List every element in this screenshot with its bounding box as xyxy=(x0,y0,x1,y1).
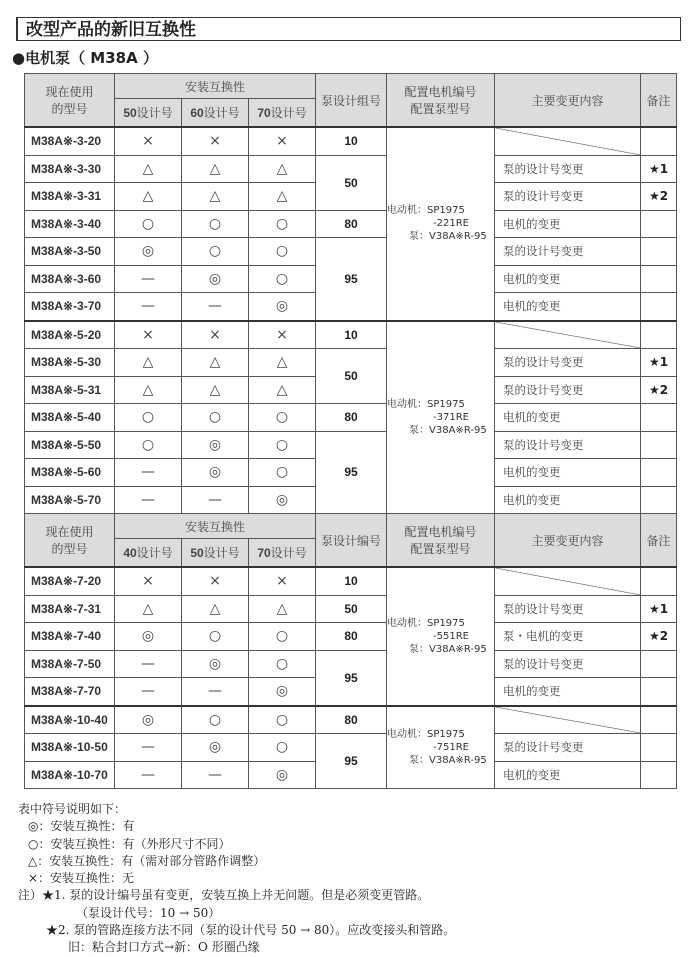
main-change-cell xyxy=(495,567,641,595)
model-cell: M38A※-10-50 xyxy=(25,734,115,762)
pump-design-cell: 50 xyxy=(316,595,387,623)
compat-mark-cell: ○ xyxy=(115,404,182,432)
model-cell: M38A※-3-20 xyxy=(25,127,115,155)
main-change-cell: 电机的变更 xyxy=(495,293,641,321)
motor-line: 电动机：SP1975 xyxy=(387,728,465,740)
header-design-col xyxy=(182,539,249,567)
motor-line: 电动机：SP1975 xyxy=(387,617,465,629)
header-main-change: 主要变更内容 xyxy=(495,514,641,568)
pump-design-cell: 80 xyxy=(316,623,387,651)
main-change-cell: 泵的设计号变更 xyxy=(495,376,641,404)
compat-mark-cell: × xyxy=(249,321,316,349)
compat-mark-cell: ○ xyxy=(182,623,249,651)
model-cell: M38A※-5-30 xyxy=(25,349,115,377)
note-cell: ★2 xyxy=(641,376,677,404)
compat-mark-cell: ○ xyxy=(115,210,182,238)
header-row xyxy=(25,514,677,539)
note-cell xyxy=(641,293,677,321)
compat-mark-cell: — xyxy=(115,265,182,293)
compat-mark-cell: × xyxy=(249,567,316,595)
main-change-cell: 电机的变更 xyxy=(495,210,641,238)
compat-mark-cell: — xyxy=(115,734,182,762)
table-row xyxy=(25,210,677,238)
legend-item: ◎：安装互换性：有 xyxy=(28,819,135,834)
compat-mark-cell: — xyxy=(182,486,249,514)
model-cell: M38A※-3-70 xyxy=(25,293,115,321)
model-cell: M38A※-7-20 xyxy=(25,567,115,595)
compat-mark-cell: △ xyxy=(249,349,316,377)
main-change-cell: 泵的设计号变更 xyxy=(495,238,641,266)
motor-line: -751RE xyxy=(433,741,469,753)
header-design-col xyxy=(115,99,182,127)
table-row xyxy=(25,349,677,377)
pump-design-cell: 10 xyxy=(316,567,387,595)
table-row xyxy=(25,127,677,155)
compat-mark-cell: ◎ xyxy=(182,459,249,487)
header-motor-pump: 配置电机编号 配置泵型号 xyxy=(387,74,495,128)
legend-item: ○：安装互换性：有（外形尺寸不同） xyxy=(28,836,231,851)
table-row xyxy=(25,321,677,349)
compat-mark-cell: ○ xyxy=(249,238,316,266)
note-cell: ★2 xyxy=(641,623,677,651)
note-cell xyxy=(641,431,677,459)
compat-mark-cell: ○ xyxy=(115,431,182,459)
header-row xyxy=(25,74,677,99)
legend-item: ×：安装互换性：无 xyxy=(28,871,135,886)
compat-mark-cell: × xyxy=(115,127,182,155)
motor-line: 泵：V38A※R-95 xyxy=(409,231,487,243)
compat-mark-cell: ◎ xyxy=(249,678,316,706)
note-cell xyxy=(641,265,677,293)
note-cell xyxy=(641,486,677,514)
page-title: 改型产品的新旧互换性 xyxy=(16,17,681,41)
header-design-col xyxy=(249,539,316,567)
motor-line: 电动机：SP1975 xyxy=(387,205,465,217)
header-install-compat: 安装互换性 xyxy=(115,514,316,539)
compat-mark-cell: ◎ xyxy=(182,650,249,678)
compat-mark-cell: × xyxy=(182,321,249,349)
compat-mark-cell: △ xyxy=(249,155,316,183)
compat-mark-cell: × xyxy=(115,567,182,595)
compat-mark-cell: — xyxy=(182,293,249,321)
compat-mark-cell: ◎ xyxy=(182,265,249,293)
compat-mark-cell: ◎ xyxy=(182,734,249,762)
note-cell xyxy=(641,678,677,706)
compat-mark-cell: △ xyxy=(182,155,249,183)
note-cell xyxy=(641,567,677,595)
main-change-cell: 电机的变更 xyxy=(495,486,641,514)
header-motor-pump: 配置电机编号 配置泵型号 xyxy=(387,514,495,568)
compat-mark-cell: ◎ xyxy=(182,431,249,459)
main-change-cell: 泵的设计号变更 xyxy=(495,595,641,623)
main-change-cell: 泵・电机的变更 xyxy=(495,623,641,651)
compat-mark-cell: × xyxy=(249,127,316,155)
table-row xyxy=(25,623,677,651)
motor-line: 泵：V38A※R-95 xyxy=(409,754,487,766)
header-note: 备注 xyxy=(641,74,677,128)
table-row xyxy=(25,706,677,734)
note-cell xyxy=(641,459,677,487)
compat-mark-cell: △ xyxy=(115,376,182,404)
compat-mark-cell: △ xyxy=(115,183,182,211)
model-cell: M38A※-10-40 xyxy=(25,706,115,734)
main-change-cell: 泵的设计号变更 xyxy=(495,349,641,377)
footnote-1-detail: （泵设计代号：10 → 50） xyxy=(76,905,221,920)
header-model: 现在使用 的型号 xyxy=(25,74,115,128)
compat-mark-cell: ○ xyxy=(249,404,316,432)
pump-design-cell: 80 xyxy=(316,706,387,734)
pump-design-cell: 50 xyxy=(316,155,387,210)
motor-line: -371RE xyxy=(433,411,469,423)
design-suffix: 设计号 xyxy=(270,546,307,561)
header-note: 备注 xyxy=(641,514,677,568)
compat-mark-cell: ○ xyxy=(249,734,316,762)
compatibility-table xyxy=(24,73,677,789)
table-row xyxy=(25,155,677,183)
pump-design-cell: 80 xyxy=(316,404,387,432)
motor-line: -221RE xyxy=(433,218,469,230)
compat-mark-cell: × xyxy=(182,127,249,155)
model-cell: M38A※-5-40 xyxy=(25,404,115,432)
design-suffix: 设计号 xyxy=(203,106,240,121)
model-cell: M38A※-3-50 xyxy=(25,238,115,266)
note-cell xyxy=(641,238,677,266)
motor-line: 电动机：SP1975 xyxy=(387,398,465,410)
model-cell: M38A※-5-50 xyxy=(25,431,115,459)
design-number: 70 xyxy=(257,106,271,121)
main-change-cell: 电机的变更 xyxy=(495,459,641,487)
compat-mark-cell: △ xyxy=(115,349,182,377)
note-cell xyxy=(641,404,677,432)
compat-mark-cell: ◎ xyxy=(249,761,316,789)
legend-notes xyxy=(18,801,455,957)
note-cell xyxy=(641,734,677,762)
table-row xyxy=(25,238,677,266)
compat-mark-cell: — xyxy=(115,486,182,514)
note-cell xyxy=(641,650,677,678)
compat-mark-cell: △ xyxy=(182,376,249,404)
design-number: 60 xyxy=(190,106,204,121)
model-cell: M38A※-5-20 xyxy=(25,321,115,349)
compat-mark-cell: × xyxy=(182,567,249,595)
main-change-cell: 泵的设计号变更 xyxy=(495,183,641,211)
table-row xyxy=(25,734,677,762)
main-change-cell: 泵的设计号变更 xyxy=(495,734,641,762)
compat-mark-cell: ○ xyxy=(182,210,249,238)
legend-item: △：安装互换性：有（需对部分管路作调整） xyxy=(28,853,266,868)
motor-line: 泵：V38A※R-95 xyxy=(409,424,487,436)
compat-mark-cell: — xyxy=(115,761,182,789)
note-cell: ★1 xyxy=(641,349,677,377)
design-suffix: 设计号 xyxy=(136,546,173,561)
header-model: 现在使用 的型号 xyxy=(25,514,115,568)
header-pump-design: 泵设计编号 xyxy=(316,514,387,568)
compat-mark-cell: ○ xyxy=(249,459,316,487)
main-change-cell xyxy=(495,321,641,349)
main-change-cell: 泵的设计号变更 xyxy=(495,155,641,183)
compat-mark-cell: ○ xyxy=(249,623,316,651)
compat-mark-cell: ○ xyxy=(182,404,249,432)
note-cell: ★1 xyxy=(641,155,677,183)
model-cell: M38A※-7-31 xyxy=(25,595,115,623)
model-cell: M38A※-5-31 xyxy=(25,376,115,404)
compat-mark-cell: ○ xyxy=(249,431,316,459)
model-cell: M38A※-3-31 xyxy=(25,183,115,211)
pump-design-cell: 10 xyxy=(316,127,387,155)
model-cell: M38A※-3-60 xyxy=(25,265,115,293)
compat-mark-cell: △ xyxy=(249,183,316,211)
compat-mark-cell: — xyxy=(115,459,182,487)
compat-mark-cell: — xyxy=(115,650,182,678)
footnote-2-detail: 旧：粘合封口方式→新：O 形圈凸缘 xyxy=(68,940,260,955)
compat-mark-cell: — xyxy=(182,678,249,706)
table-row xyxy=(25,404,677,432)
compat-mark-cell: ○ xyxy=(249,706,316,734)
compat-mark-cell: ○ xyxy=(249,265,316,293)
compat-mark-cell: ○ xyxy=(249,210,316,238)
main-change-cell: 泵的设计号变更 xyxy=(495,650,641,678)
pump-design-cell: 95 xyxy=(316,431,387,514)
motor-pump-cell xyxy=(387,567,495,706)
compat-mark-cell: △ xyxy=(249,595,316,623)
compat-mark-cell: △ xyxy=(115,595,182,623)
main-change-cell xyxy=(495,127,641,155)
pump-design-cell: 95 xyxy=(316,650,387,706)
design-suffix: 设计号 xyxy=(203,546,240,561)
header-main-change: 主要变更内容 xyxy=(495,74,641,128)
motor-pump-cell xyxy=(387,127,495,321)
main-change-cell: 电机的变更 xyxy=(495,678,641,706)
note-cell xyxy=(641,210,677,238)
compat-mark-cell: — xyxy=(182,761,249,789)
note-cell xyxy=(641,127,677,155)
motor-pump-cell xyxy=(387,321,495,514)
section-subtitle: ●电机泵（ M38A ） xyxy=(12,49,158,67)
footnote-1: 注）★1. 泵的设计编号虽有变更，安装互换上并无问题。但是必须变更管路。 xyxy=(18,888,430,903)
note-cell xyxy=(641,761,677,789)
design-suffix: 设计号 xyxy=(136,106,173,121)
compat-mark-cell: ◎ xyxy=(249,293,316,321)
compat-mark-cell: × xyxy=(115,321,182,349)
model-cell: M38A※-3-30 xyxy=(25,155,115,183)
motor-line: -551RE xyxy=(433,630,469,642)
design-number: 50 xyxy=(190,546,204,561)
header-design-col xyxy=(115,539,182,567)
design-number: 40 xyxy=(123,546,137,561)
design-number: 50 xyxy=(123,106,137,121)
table-row xyxy=(25,595,677,623)
note-cell: ★2 xyxy=(641,183,677,211)
model-cell: M38A※-7-40 xyxy=(25,623,115,651)
model-cell: M38A※-10-70 xyxy=(25,761,115,789)
table-row xyxy=(25,431,677,459)
main-change-cell xyxy=(495,706,641,734)
header-pump-design: 泵设计组号 xyxy=(316,74,387,128)
table-row xyxy=(25,650,677,678)
model-cell: M38A※-5-70 xyxy=(25,486,115,514)
main-change-cell: 电机的变更 xyxy=(495,404,641,432)
compat-mark-cell: △ xyxy=(249,376,316,404)
pump-design-cell: 95 xyxy=(316,734,387,789)
table-row xyxy=(25,567,677,595)
model-cell: M38A※-3-40 xyxy=(25,210,115,238)
compat-mark-cell: △ xyxy=(182,595,249,623)
compat-mark-cell: ◎ xyxy=(249,486,316,514)
compat-mark-cell: — xyxy=(115,293,182,321)
pump-design-cell: 10 xyxy=(316,321,387,349)
note-cell xyxy=(641,706,677,734)
pump-design-cell: 80 xyxy=(316,210,387,238)
model-cell: M38A※-7-70 xyxy=(25,678,115,706)
header-install-compat: 安装互换性 xyxy=(115,74,316,99)
compat-mark-cell: ◎ xyxy=(115,623,182,651)
motor-pump-cell xyxy=(387,706,495,789)
design-number: 70 xyxy=(257,546,271,561)
compat-mark-cell: — xyxy=(115,678,182,706)
note-cell: ★1 xyxy=(641,595,677,623)
model-cell: M38A※-7-50 xyxy=(25,650,115,678)
pump-design-cell: 50 xyxy=(316,349,387,404)
model-cell: M38A※-5-60 xyxy=(25,459,115,487)
design-suffix: 设计号 xyxy=(270,106,307,121)
note-cell xyxy=(641,321,677,349)
compat-mark-cell: ○ xyxy=(249,650,316,678)
legend-heading: 表中符号说明如下： xyxy=(18,802,127,816)
main-change-cell: 电机的变更 xyxy=(495,761,641,789)
motor-line: 泵：V38A※R-95 xyxy=(409,643,487,655)
footnote-2: ★2. 泵的管路连接方法不同（泵的设计代号 50 → 80）。应改变接头和管路。 xyxy=(46,923,456,938)
main-change-cell: 泵的设计号变更 xyxy=(495,431,641,459)
header-design-col xyxy=(182,99,249,127)
main-change-cell: 电机的变更 xyxy=(495,265,641,293)
compat-mark-cell: ○ xyxy=(182,706,249,734)
compat-mark-cell: ○ xyxy=(182,238,249,266)
compat-mark-cell: △ xyxy=(182,349,249,377)
compat-mark-cell: △ xyxy=(182,183,249,211)
compat-mark-cell: ◎ xyxy=(115,238,182,266)
compat-mark-cell: ◎ xyxy=(115,706,182,734)
header-design-col xyxy=(249,99,316,127)
pump-design-cell: 95 xyxy=(316,238,387,321)
compat-mark-cell: △ xyxy=(115,155,182,183)
